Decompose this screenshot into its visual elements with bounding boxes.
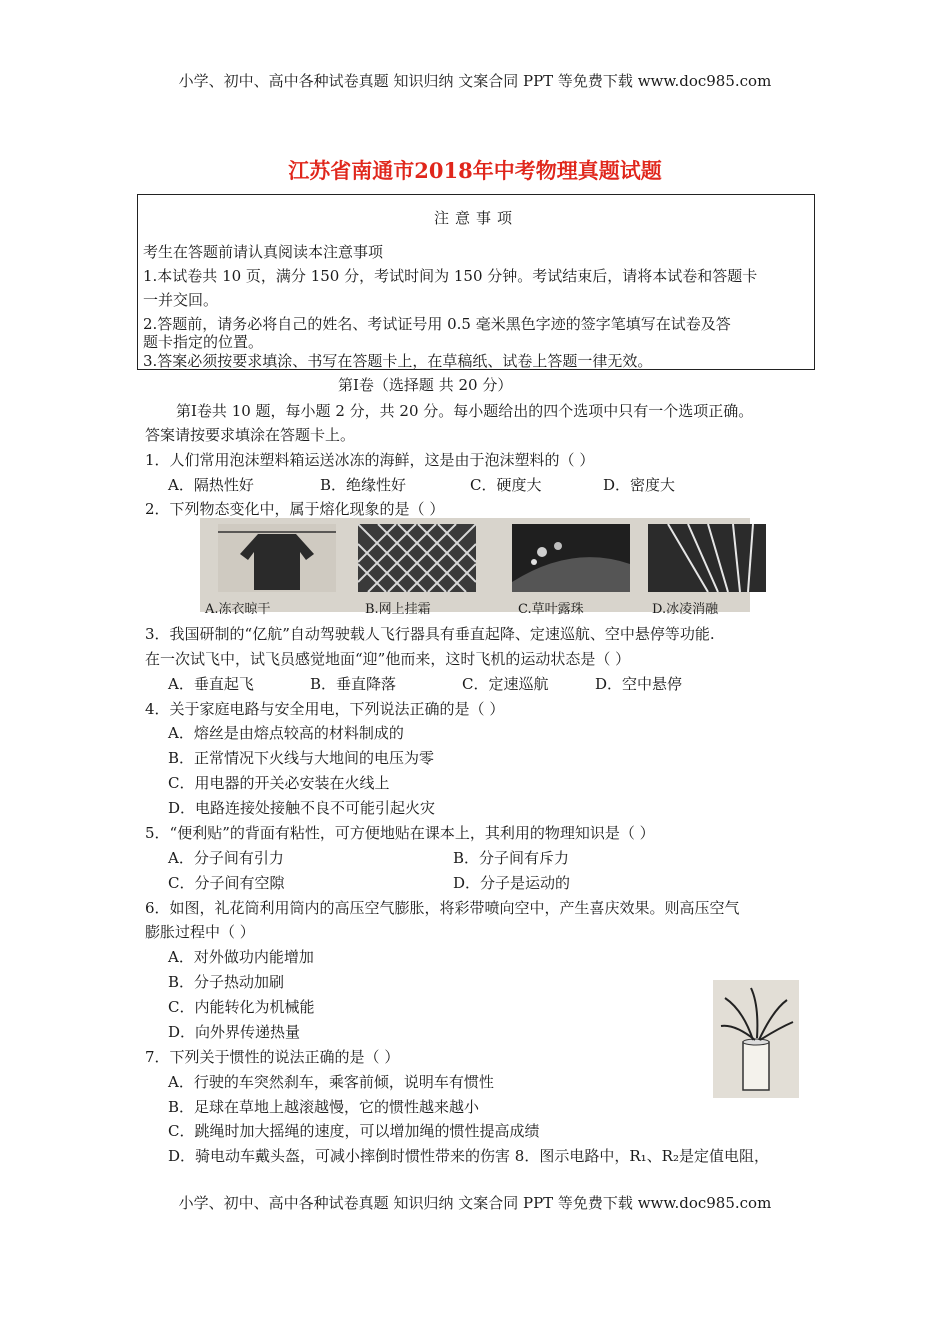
option: A．隔热性好 [168, 476, 254, 494]
dewdrop-leaf-image [512, 524, 630, 592]
question-stem: 在一次试飞中，试飞员感觉地面“迎”他而来，这时飞机的运动状态是（ ） [145, 650, 631, 668]
option: D．电路连接处接触不良不可能引起火灾 [168, 799, 436, 817]
question-stem: 3．我国研制的“亿航”自动驾驶载人飞行器具有垂直起降、定速巡航、空中悬停等功能. [145, 625, 715, 643]
option: A．分子间有引力 [168, 849, 284, 867]
question-stem: 6．如图，礼花筒利用筒内的高压空气膨胀，将彩带喷向空中，产生喜庆效果。则高压空气 [145, 899, 740, 917]
state-change-photos [200, 518, 750, 617]
image-caption: B.网上挂霜 [365, 602, 431, 617]
option: A．行驶的车突然刹车，乘客前倾，说明车有惯性 [168, 1073, 494, 1091]
question-stem: 2．下列物态变化中，属于熔化现象的是（ ） [145, 500, 445, 518]
notice-line: 考生在答题前请认真阅读本注意事项 [143, 243, 384, 261]
notice-line: 3.答案必须按要求填涂、书写在答题卡上，在草稿纸、试卷上答题一律无效。 [143, 352, 653, 370]
option: B．正常情况下火线与大地间的电压为零 [168, 749, 435, 767]
page-header: 小学、初中、高中各种试卷真题 知识归纳 文案合同 PPT 等免费下载 www.doc985.com [178, 72, 772, 90]
image-caption: C.草叶露珠 [518, 602, 584, 617]
section-intro: 答案请按要求填涂在答题卡上。 [145, 426, 356, 444]
option: B．分子热动加刷 [168, 973, 285, 991]
section-heading: 第Ⅰ卷（选择题 共 20 分） [338, 376, 513, 394]
option: D．向外界传递热量 [168, 1023, 301, 1041]
question-stem: 1．人们常用泡沫塑料箱运送冰冻的海鲜，这是由于泡沫塑料的（ ） [145, 451, 595, 469]
option: B．垂直降落 [310, 675, 397, 693]
option: C．内能转化为机械能 [168, 998, 315, 1016]
notice-line: 题卡指定的位置。 [143, 333, 264, 351]
option: C．用电器的开关必安装在火线上 [168, 774, 390, 792]
option: A．垂直起飞 [168, 675, 254, 693]
notice-line: 2.答题前，请务必将自己的姓名、考试证号用 0.5 毫米黑色字迹的签字笔填写在试卷及答 [143, 315, 731, 333]
section-intro: 第Ⅰ卷共 10 题，每小题 2 分，共 20 分。每小题给出的四个选项中只有一个选项正确。 [176, 402, 754, 420]
image-caption: D.冰凌消融 [652, 602, 719, 617]
option: A．对外做功内能增加 [168, 948, 314, 966]
question-stem: 4．关于家庭电路与安全用电，下列说法正确的是（ ） [145, 700, 505, 718]
option: B．绝缘性好 [320, 476, 407, 494]
page-footer: 小学、初中、高中各种试卷真题 知识归纳 文案合同 PPT 等免费下载 www.doc985.com [178, 1194, 772, 1212]
image-caption: A.冻衣晾干 [205, 602, 271, 617]
option: D．密度大 [603, 476, 676, 494]
option: C．分子间有空隙 [168, 874, 285, 892]
option: D．空中悬停 [595, 675, 683, 693]
notice-title: 注意事项 [433, 209, 518, 227]
frosted-net-image [358, 524, 476, 592]
option: C．跳绳时加大摇绳的速度，可以增加绳的惯性提高成绩 [168, 1122, 540, 1140]
option: D．分子是运动的 [453, 874, 571, 892]
page-title: 江苏省南通市2018年中考物理真题试题 [288, 158, 662, 183]
option: D．骑电动车戴头盔，可减小摔倒时惯性带来的伤害 8．图示电路中，R₁、R₂是定值电阻， [168, 1147, 769, 1165]
option: B．足球在草地上越滚越慢，它的惯性越来越小 [168, 1098, 480, 1116]
option: B．分子间有斥力 [453, 849, 570, 867]
notice-line: 一并交回。 [143, 291, 219, 309]
notice-line: 1.本试卷共 10 页，满分 150 分，考试时间为 150 分钟。考试结束后，请将本试卷和答题卡 [143, 267, 758, 285]
option: C．硬度大 [470, 476, 542, 494]
question-stem: 膨胀过程中（ ） [145, 923, 255, 941]
notice-box [137, 194, 815, 370]
party-popper-image [713, 980, 799, 1098]
option: A．熔丝是由熔点较高的材料制成的 [168, 724, 404, 742]
melting-icicle-image [648, 524, 766, 592]
option: C．定速巡航 [462, 675, 549, 693]
frozen-clothes-image [218, 524, 336, 592]
question-stem: 7．下列关于惯性的说法正确的是（ ） [145, 1048, 400, 1066]
question-stem: 5．“便利贴”的背面有粘性，可方便地贴在课本上，其利用的物理知识是（ ） [145, 824, 655, 842]
